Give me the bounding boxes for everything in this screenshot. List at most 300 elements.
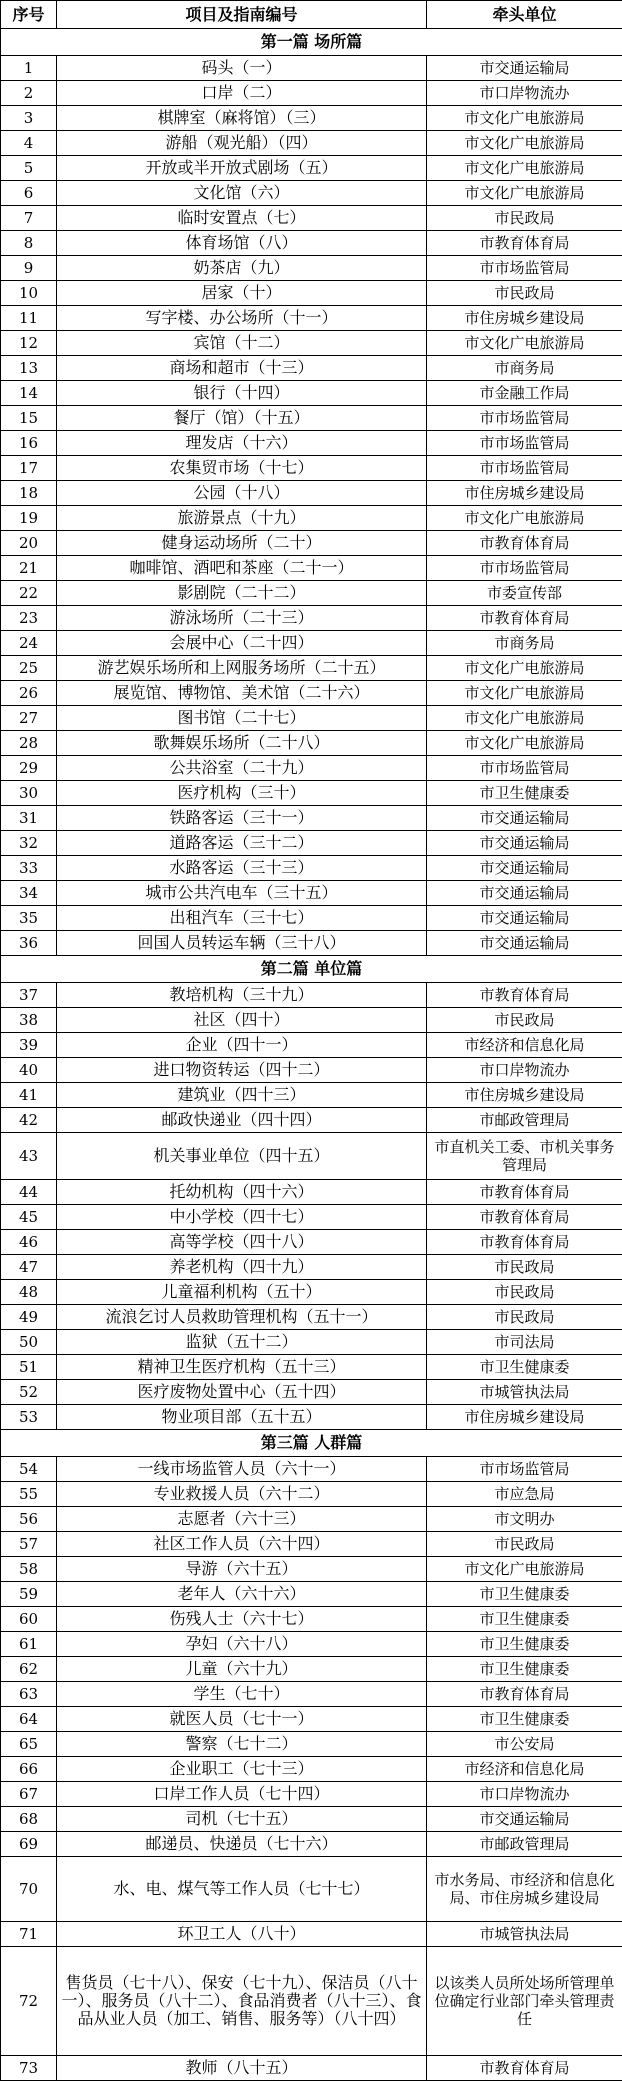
row-item: 水路客运（三十三）: [57, 856, 427, 881]
row-number: 30: [1, 781, 57, 806]
row-number: 27: [1, 706, 57, 731]
row-lead-unit: 市委宣传部: [427, 581, 622, 606]
row-item: 理发店（十六）: [57, 431, 427, 456]
table-row: [1, 231, 622, 256]
table-row: [1, 781, 622, 806]
row-number: 73: [1, 2056, 57, 2081]
row-lead-unit: 市城管执法局: [427, 1922, 622, 1947]
row-item: 机关事业单位（四十五）: [57, 1133, 427, 1180]
table-row: [1, 631, 622, 656]
row-lead-unit: 市商务局: [427, 356, 622, 381]
header-lead-unit: 牵头单位: [427, 1, 622, 29]
row-number: 12: [1, 331, 57, 356]
row-number: 52: [1, 1380, 57, 1405]
table-row: [1, 1857, 622, 1922]
row-number: 48: [1, 1280, 57, 1305]
row-number: 21: [1, 556, 57, 581]
row-lead-unit: 市市场监管局: [427, 406, 622, 431]
table-row: [1, 1657, 622, 1682]
table-row: [1, 1380, 622, 1405]
row-lead-unit: 市邮政管理局: [427, 1832, 622, 1857]
row-number: 25: [1, 656, 57, 681]
row-item: 医疗机构（三十）: [57, 781, 427, 806]
row-number: 56: [1, 1507, 57, 1532]
row-number: 20: [1, 531, 57, 556]
row-lead-unit: 以该类人员所处场所管理单位确定行业部门牵头管理责任: [427, 1947, 622, 2056]
table-row: [1, 1058, 622, 1083]
row-number: 8: [1, 231, 57, 256]
row-item: 中小学校（四十七）: [57, 1205, 427, 1230]
row-lead-unit: 市民政局: [427, 281, 622, 306]
table-row: [1, 1482, 622, 1507]
row-number: 14: [1, 381, 57, 406]
row-lead-unit: 市文化广电旅游局: [427, 706, 622, 731]
table-row: [1, 1457, 622, 1482]
row-item: 公园（十八）: [57, 481, 427, 506]
table-row: [1, 256, 622, 281]
row-lead-unit: 市交通运输局: [427, 856, 622, 881]
row-item: 儿童（六十九）: [57, 1657, 427, 1682]
table-row: [1, 81, 622, 106]
row-lead-unit: 市市场监管局: [427, 456, 622, 481]
row-item: 建筑业（四十三）: [57, 1083, 427, 1108]
row-item: 孕妇（六十八）: [57, 1632, 427, 1657]
row-number: 9: [1, 256, 57, 281]
table-row: [1, 281, 622, 306]
row-number: 58: [1, 1557, 57, 1582]
row-item: 专业救援人员（六十二）: [57, 1482, 427, 1507]
row-item: 企业职工（七十三）: [57, 1757, 427, 1782]
row-item: 居家（十）: [57, 281, 427, 306]
table-row: [1, 756, 622, 781]
table-row: [1, 1083, 622, 1108]
row-item: 棋牌室（麻将馆）（三）: [57, 106, 427, 131]
row-number: 24: [1, 631, 57, 656]
row-lead-unit: 市交通运输局: [427, 1807, 622, 1832]
table-row: [1, 806, 622, 831]
row-lead-unit: 市文明办: [427, 1507, 622, 1532]
row-item: 环卫工人（八十）: [57, 1922, 427, 1947]
table-row: [1, 581, 622, 606]
table-row: [1, 106, 622, 131]
row-lead-unit: 市民政局: [427, 1280, 622, 1305]
row-item: 临时安置点（七）: [57, 206, 427, 231]
table-row: [1, 531, 622, 556]
table-row: [1, 1033, 622, 1058]
table-row: [1, 1732, 622, 1757]
table-row: [1, 1557, 622, 1582]
row-lead-unit: 市民政局: [427, 1305, 622, 1330]
row-number: 37: [1, 983, 57, 1008]
row-item: 城市公共汽电车（三十五）: [57, 881, 427, 906]
row-item: 咖啡馆、酒吧和茶座（二十一）: [57, 556, 427, 581]
row-number: 15: [1, 406, 57, 431]
table-row: [1, 1757, 622, 1782]
row-item: 伤残人士（六十七）: [57, 1607, 427, 1632]
section-title: 第二篇 单位篇: [1, 956, 622, 983]
row-number: 26: [1, 681, 57, 706]
table-row: [1, 131, 622, 156]
row-lead-unit: 市教育体育局: [427, 231, 622, 256]
row-lead-unit: 市文化广电旅游局: [427, 656, 622, 681]
table-row: [1, 1230, 622, 1255]
row-number: 71: [1, 1922, 57, 1947]
table-row: [1, 1632, 622, 1657]
row-lead-unit: 市城管执法局: [427, 1380, 622, 1405]
row-item: 文化馆（六）: [57, 181, 427, 206]
section-title: 第一篇 场所篇: [1, 29, 622, 56]
row-lead-unit: 市交通运输局: [427, 931, 622, 956]
row-number: 36: [1, 931, 57, 956]
row-lead-unit: 市文化广电旅游局: [427, 506, 622, 531]
row-lead-unit: 市教育体育局: [427, 2056, 622, 2081]
row-item: 邮递员、快递员（七十六）: [57, 1832, 427, 1857]
row-lead-unit: 市教育体育局: [427, 1180, 622, 1205]
row-lead-unit: 市市场监管局: [427, 431, 622, 456]
row-number: 40: [1, 1058, 57, 1083]
section-row: [1, 956, 622, 983]
table-body: [1, 29, 622, 2081]
table-row: [1, 1707, 622, 1732]
row-item: 奶茶店（九）: [57, 256, 427, 281]
row-lead-unit: 市住房城乡建设局: [427, 1083, 622, 1108]
row-item: 教培机构（三十九）: [57, 983, 427, 1008]
row-lead-unit: 市教育体育局: [427, 531, 622, 556]
row-number: 63: [1, 1682, 57, 1707]
table-row: [1, 306, 622, 331]
row-item: 健身运动场所（二十）: [57, 531, 427, 556]
row-lead-unit: 市卫生健康委: [427, 1607, 622, 1632]
row-lead-unit: 市卫生健康委: [427, 1707, 622, 1732]
table-row: [1, 1682, 622, 1707]
table-row: [1, 556, 622, 581]
table-row: [1, 56, 622, 81]
row-item: 导游（六十五）: [57, 1557, 427, 1582]
row-lead-unit: 市住房城乡建设局: [427, 1405, 622, 1430]
row-number: 16: [1, 431, 57, 456]
table-row: [1, 1008, 622, 1033]
row-number: 50: [1, 1330, 57, 1355]
row-lead-unit: 市市场监管局: [427, 756, 622, 781]
row-number: 34: [1, 881, 57, 906]
row-number: 29: [1, 756, 57, 781]
row-number: 72: [1, 1947, 57, 2056]
table-row: [1, 356, 622, 381]
row-lead-unit: 市文化广电旅游局: [427, 106, 622, 131]
row-item: 企业（四十一）: [57, 1033, 427, 1058]
row-item: 邮政快递业（四十四）: [57, 1108, 427, 1133]
row-number: 44: [1, 1180, 57, 1205]
table-row: [1, 1782, 622, 1807]
row-lead-unit: 市市场监管局: [427, 256, 622, 281]
row-item: 游船（观光船）（四）: [57, 131, 427, 156]
row-lead-unit: 市交通运输局: [427, 881, 622, 906]
table-row: [1, 1108, 622, 1133]
row-item: 旅游景点（十九）: [57, 506, 427, 531]
table-row: [1, 983, 622, 1008]
row-lead-unit: 市市场监管局: [427, 1457, 622, 1482]
row-number: 23: [1, 606, 57, 631]
table-row: [1, 1133, 622, 1180]
row-lead-unit: 市卫生健康委: [427, 1632, 622, 1657]
row-lead-unit: 市交通运输局: [427, 906, 622, 931]
row-item: 游泳场所（二十三）: [57, 606, 427, 631]
row-lead-unit: 市口岸物流办: [427, 81, 622, 106]
row-number: 39: [1, 1033, 57, 1058]
row-item: 口岸（二）: [57, 81, 427, 106]
row-lead-unit: 市商务局: [427, 631, 622, 656]
row-item: 社区（四十）: [57, 1008, 427, 1033]
table-row: [1, 1947, 622, 2056]
row-lead-unit: 市卫生健康委: [427, 1582, 622, 1607]
row-lead-unit: 市民政局: [427, 1532, 622, 1557]
row-lead-unit: 市文化广电旅游局: [427, 731, 622, 756]
row-lead-unit: 市文化广电旅游局: [427, 131, 622, 156]
row-lead-unit: 市水务局、市经济和信息化局、市住房城乡建设局: [427, 1857, 622, 1922]
row-item: 体育场馆（八）: [57, 231, 427, 256]
row-number: 3: [1, 106, 57, 131]
row-item: 托幼机构（四十六）: [57, 1180, 427, 1205]
table-row: [1, 2056, 622, 2081]
row-number: 46: [1, 1230, 57, 1255]
table-row: [1, 656, 622, 681]
row-number: 28: [1, 731, 57, 756]
row-item: 写字楼、办公场所（十一）: [57, 306, 427, 331]
row-item: 教师（八十五）: [57, 2056, 427, 2081]
row-number: 33: [1, 856, 57, 881]
row-item: 社区工作人员（六十四）: [57, 1532, 427, 1557]
row-item: 司机（七十五）: [57, 1807, 427, 1832]
row-number: 70: [1, 1857, 57, 1922]
table-row: [1, 1355, 622, 1380]
row-item: 进口物资转运（四十二）: [57, 1058, 427, 1083]
row-item: 宾馆（十二）: [57, 331, 427, 356]
table-row: [1, 1255, 622, 1280]
table-row: [1, 1507, 622, 1532]
row-lead-unit: 市文化广电旅游局: [427, 156, 622, 181]
row-item: 儿童福利机构（五十）: [57, 1280, 427, 1305]
row-number: 68: [1, 1807, 57, 1832]
table-row: [1, 406, 622, 431]
row-lead-unit: 市教育体育局: [427, 1682, 622, 1707]
table-row: [1, 1832, 622, 1857]
row-item: 影剧院（二十二）: [57, 581, 427, 606]
section-title: 第三篇 人群篇: [1, 1430, 622, 1457]
row-lead-unit: 市公安局: [427, 1732, 622, 1757]
row-lead-unit: 市经济和信息化局: [427, 1033, 622, 1058]
row-lead-unit: 市文化广电旅游局: [427, 331, 622, 356]
table-row: [1, 1205, 622, 1230]
row-number: 41: [1, 1083, 57, 1108]
row-number: 19: [1, 506, 57, 531]
row-number: 53: [1, 1405, 57, 1430]
row-number: 47: [1, 1255, 57, 1280]
row-lead-unit: 市直机关工委、市机关事务管理局: [427, 1133, 622, 1180]
row-number: 11: [1, 306, 57, 331]
row-item: 警察（七十二）: [57, 1732, 427, 1757]
row-number: 69: [1, 1832, 57, 1857]
row-number: 65: [1, 1732, 57, 1757]
row-lead-unit: 市教育体育局: [427, 1205, 622, 1230]
table-row: [1, 1405, 622, 1430]
table-row: [1, 856, 622, 881]
section-row: [1, 29, 622, 56]
table-row: [1, 381, 622, 406]
row-lead-unit: 市教育体育局: [427, 983, 622, 1008]
row-number: 60: [1, 1607, 57, 1632]
row-lead-unit: 市邮政管理局: [427, 1108, 622, 1133]
row-number: 31: [1, 806, 57, 831]
table-row: [1, 931, 622, 956]
row-item: 售货员（七十八）、保安（七十九）、保洁员（八十一）、服务员（八十二）、食品消费者（八十三）、食品从业人员（加工、销售、服务等）（八十四）: [57, 1947, 427, 2056]
row-item: 道路客运（三十二）: [57, 831, 427, 856]
table-row: [1, 1330, 622, 1355]
table-row: [1, 456, 622, 481]
row-number: 49: [1, 1305, 57, 1330]
table-row: [1, 606, 622, 631]
row-number: 22: [1, 581, 57, 606]
row-number: 57: [1, 1532, 57, 1557]
table-row: [1, 206, 622, 231]
table-row: [1, 906, 622, 931]
table-row: [1, 1532, 622, 1557]
row-item: 餐厅（馆）（十五）: [57, 406, 427, 431]
table-row: [1, 481, 622, 506]
row-number: 42: [1, 1108, 57, 1133]
table-row: [1, 181, 622, 206]
row-lead-unit: 市口岸物流办: [427, 1058, 622, 1083]
row-item: 志愿者（六十三）: [57, 1507, 427, 1532]
row-lead-unit: 市住房城乡建设局: [427, 481, 622, 506]
row-item: 口岸工作人员（七十四）: [57, 1782, 427, 1807]
row-lead-unit: 市交通运输局: [427, 831, 622, 856]
row-number: 1: [1, 56, 57, 81]
row-number: 62: [1, 1657, 57, 1682]
row-lead-unit: 市民政局: [427, 1008, 622, 1033]
row-number: 66: [1, 1757, 57, 1782]
table-row: [1, 1922, 622, 1947]
table-row: [1, 731, 622, 756]
row-lead-unit: 市民政局: [427, 1255, 622, 1280]
row-number: 4: [1, 131, 57, 156]
row-item: 银行（十四）: [57, 381, 427, 406]
row-item: 回国人员转运车辆（三十八）: [57, 931, 427, 956]
row-number: 35: [1, 906, 57, 931]
row-lead-unit: 市卫生健康委: [427, 781, 622, 806]
row-lead-unit: 市交通运输局: [427, 806, 622, 831]
row-item: 歌舞娱乐场所（二十八）: [57, 731, 427, 756]
header-item: 项目及指南编号: [57, 1, 427, 29]
row-number: 59: [1, 1582, 57, 1607]
row-number: 43: [1, 1133, 57, 1180]
row-number: 7: [1, 206, 57, 231]
row-number: 54: [1, 1457, 57, 1482]
table-row: [1, 331, 622, 356]
row-number: 13: [1, 356, 57, 381]
row-item: 物业项目部（五十五）: [57, 1405, 427, 1430]
row-item: 流浪乞讨人员救助管理机构（五十一）: [57, 1305, 427, 1330]
table-row: [1, 156, 622, 181]
row-lead-unit: 市应急局: [427, 1482, 622, 1507]
row-number: 6: [1, 181, 57, 206]
table-row: [1, 506, 622, 531]
row-item: 出租汽车（三十七）: [57, 906, 427, 931]
row-item: 水、电、煤气等工作人员（七十七）: [57, 1857, 427, 1922]
row-item: 码头（一）: [57, 56, 427, 81]
row-lead-unit: 市卫生健康委: [427, 1355, 622, 1380]
row-lead-unit: 市文化广电旅游局: [427, 1557, 622, 1582]
row-lead-unit: 市文化广电旅游局: [427, 181, 622, 206]
row-number: 55: [1, 1482, 57, 1507]
table-row: [1, 681, 622, 706]
row-item: 医疗废物处置中心（五十四）: [57, 1380, 427, 1405]
row-number: 51: [1, 1355, 57, 1380]
row-number: 18: [1, 481, 57, 506]
row-item: 公共浴室（二十九）: [57, 756, 427, 781]
row-number: 32: [1, 831, 57, 856]
table-row: [1, 706, 622, 731]
table-row: [1, 1607, 622, 1632]
header-no: 序号: [1, 1, 57, 29]
row-number: 61: [1, 1632, 57, 1657]
table-row: [1, 831, 622, 856]
row-lead-unit: 市住房城乡建设局: [427, 306, 622, 331]
row-lead-unit: 市文化广电旅游局: [427, 681, 622, 706]
row-lead-unit: 市交通运输局: [427, 56, 622, 81]
row-lead-unit: 市民政局: [427, 206, 622, 231]
row-number: 5: [1, 156, 57, 181]
row-lead-unit: 市教育体育局: [427, 606, 622, 631]
row-item: 会展中心（二十四）: [57, 631, 427, 656]
table-row: [1, 1180, 622, 1205]
row-item: 老年人（六十六）: [57, 1582, 427, 1607]
row-number: 38: [1, 1008, 57, 1033]
row-lead-unit: 市市场监管局: [427, 556, 622, 581]
table-row: [1, 431, 622, 456]
row-lead-unit: 市金融工作局: [427, 381, 622, 406]
table-row: [1, 1280, 622, 1305]
row-number: 45: [1, 1205, 57, 1230]
row-item: 就医人员（七十一）: [57, 1707, 427, 1732]
row-lead-unit: 市司法局: [427, 1330, 622, 1355]
row-lead-unit: 市口岸物流办: [427, 1782, 622, 1807]
table-row: [1, 881, 622, 906]
row-item: 一线市场监管人员（六十一）: [57, 1457, 427, 1482]
table-header-row: [1, 1, 622, 29]
row-item: 展览馆、博物馆、美术馆（二十六）: [57, 681, 427, 706]
table-row: [1, 1582, 622, 1607]
row-item: 养老机构（四十九）: [57, 1255, 427, 1280]
row-item: 铁路客运（三十一）: [57, 806, 427, 831]
row-item: 图书馆（二十七）: [57, 706, 427, 731]
row-number: 17: [1, 456, 57, 481]
row-number: 2: [1, 81, 57, 106]
row-item: 开放或半开放式剧场（五）: [57, 156, 427, 181]
table-row: [1, 1305, 622, 1330]
table-row: [1, 1807, 622, 1832]
section-row: [1, 1430, 622, 1457]
row-item: 精神卫生医疗机构（五十三）: [57, 1355, 427, 1380]
row-item: 学生（七十）: [57, 1682, 427, 1707]
row-lead-unit: 市经济和信息化局: [427, 1757, 622, 1782]
row-item: 高等学校（四十八）: [57, 1230, 427, 1255]
row-item: 监狱（五十二）: [57, 1330, 427, 1355]
row-item: 商场和超市（十三）: [57, 356, 427, 381]
row-item: 游艺娱乐场所和上网服务场所（二十五）: [57, 656, 427, 681]
row-number: 10: [1, 281, 57, 306]
row-lead-unit: 市教育体育局: [427, 1230, 622, 1255]
row-number: 64: [1, 1707, 57, 1732]
